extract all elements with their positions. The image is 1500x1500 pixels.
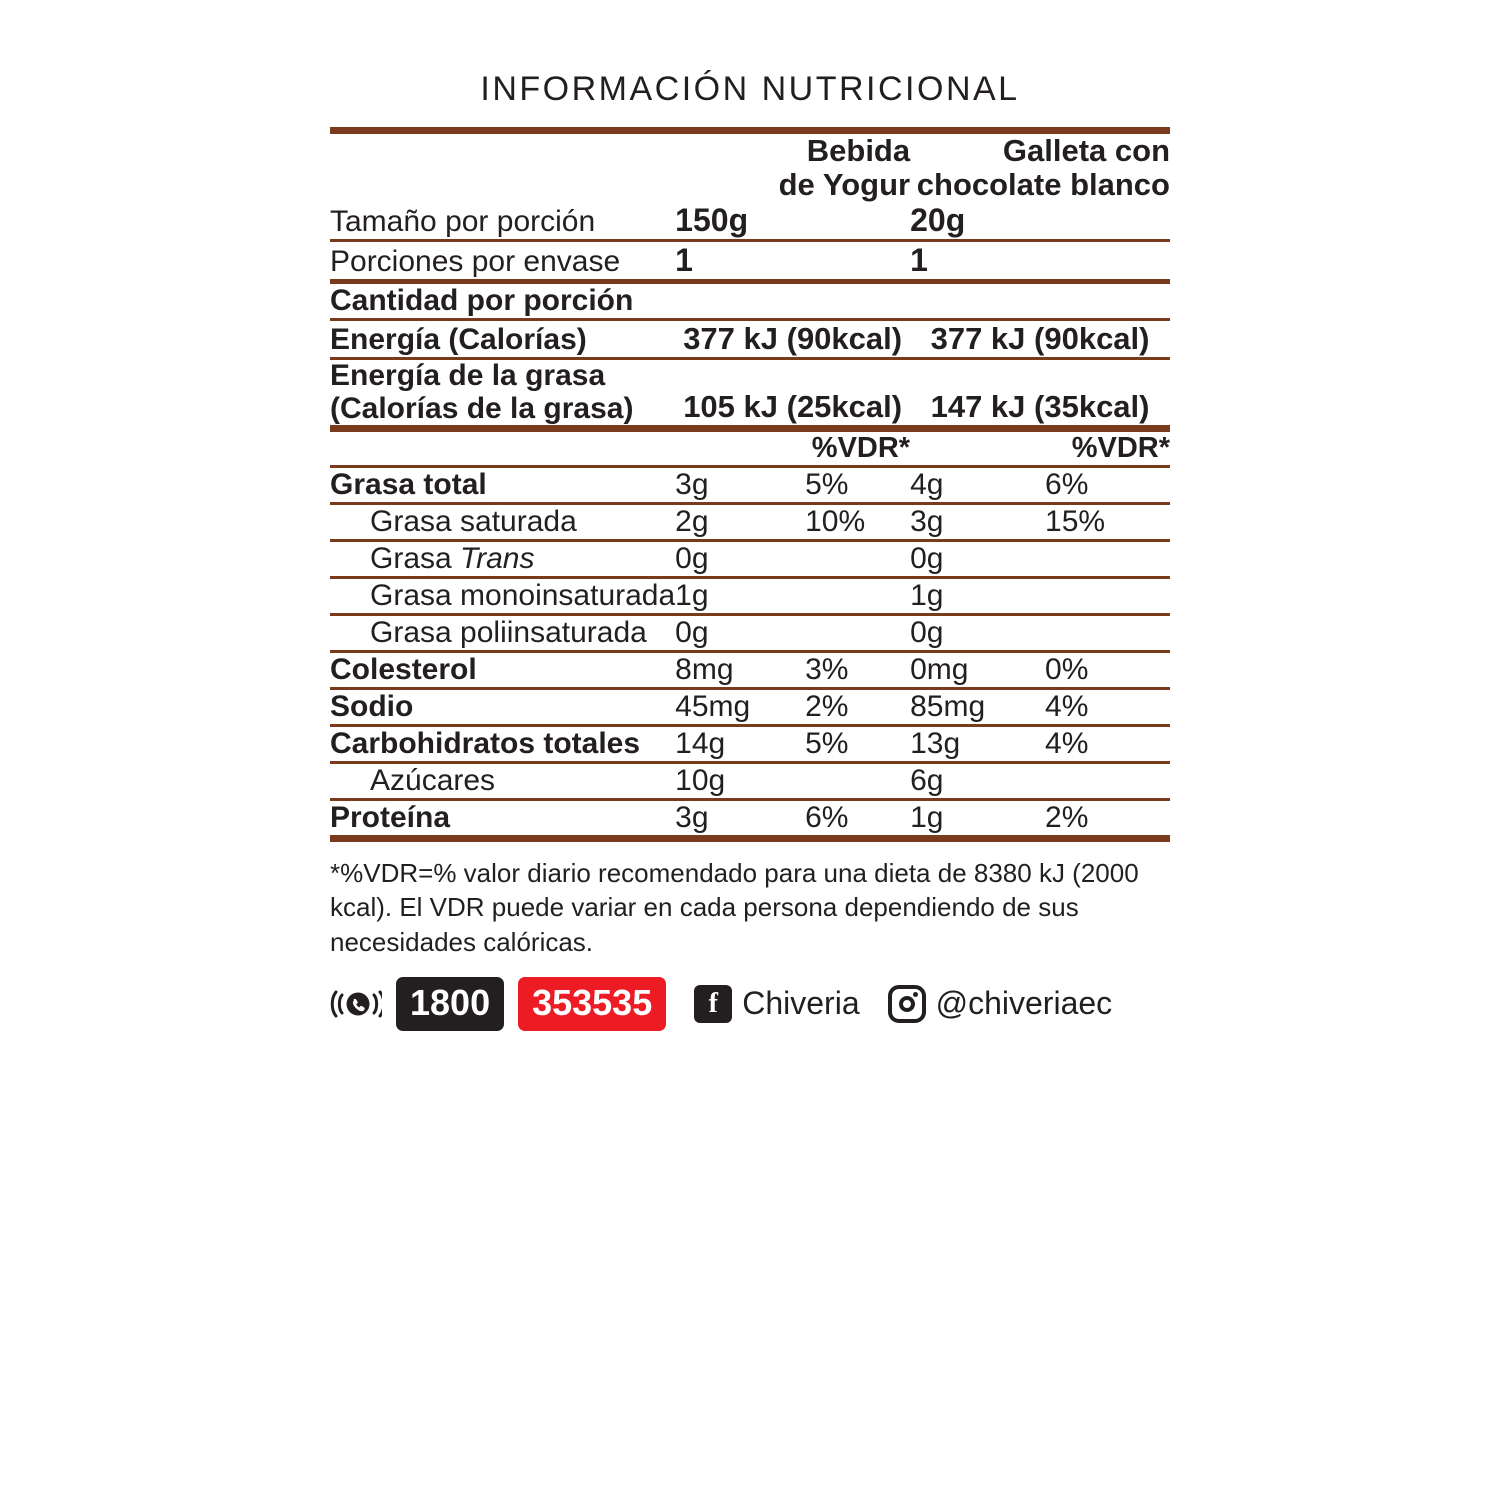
instagram-handle[interactable] — [888, 985, 1113, 1023]
row-label-grasa-trans-italic: Trans — [460, 541, 535, 575]
row-value2-sodio: 85mg — [910, 688, 1045, 725]
facebook-icon: f — [694, 985, 732, 1023]
energy-from-fat-value-1: 105 kJ (25kcal) — [675, 359, 910, 429]
instagram-icon — [888, 985, 926, 1023]
row-energy-from-fat — [330, 359, 1170, 429]
row-label-carbohidratos-totales: Carbohidratos totales — [330, 725, 675, 762]
row-value2-carbohidratos-totales: 13g — [910, 725, 1045, 762]
phone-number: 353535 — [518, 977, 666, 1031]
row-percent2-colesterol: 0% — [1045, 651, 1170, 688]
row-percent1-sodio: 2% — [805, 688, 910, 725]
energy-from-fat-label — [330, 359, 675, 429]
facebook-handle[interactable] — [694, 985, 859, 1023]
serving-size-label: Tamaño por porción — [330, 202, 675, 241]
row-value1-grasa-monoinsaturada: 1g — [675, 577, 805, 614]
facebook-label: Chiveria — [742, 985, 860, 1022]
table-row — [330, 614, 1170, 651]
table-row — [330, 651, 1170, 688]
row-value2-azucares: 6g — [910, 762, 1045, 799]
row-label-grasa-total: Grasa total — [330, 466, 675, 503]
table-row — [330, 725, 1170, 762]
row-value1-proteina: 3g — [675, 799, 805, 838]
row-label-sodio: Sodio — [330, 688, 675, 725]
row-value1-grasa-poliinsaturada: 0g — [675, 614, 805, 651]
row-amount-per-serving — [330, 282, 1170, 320]
energy-label: Energía (Calorías) — [330, 320, 675, 359]
row-label-grasa-trans — [330, 540, 675, 577]
row-percent2-proteina: 2% — [1045, 799, 1170, 838]
energy-from-fat-label-line2: (Calorías de la grasa) — [330, 391, 634, 425]
column-header-row — [330, 134, 1170, 202]
row-value2-grasa-monoinsaturada: 1g — [910, 577, 1045, 614]
table-row — [330, 540, 1170, 577]
row-percent2-grasa-total: 6% — [1045, 466, 1170, 503]
row-percent1-azucares — [805, 762, 910, 799]
row-vdr-header — [330, 428, 1170, 466]
row-label-grasa-trans-plain: Grasa — [370, 541, 461, 575]
row-value1-grasa-saturada: 2g — [675, 503, 805, 540]
row-percent2-grasa-trans — [1045, 540, 1170, 577]
row-percent1-grasa-monoinsaturada — [805, 577, 910, 614]
serving-size-value-2: 20g — [910, 202, 1170, 241]
row-percent2-azucares — [1045, 762, 1170, 799]
row-label-grasa-saturada: Grasa saturada — [330, 503, 675, 540]
table-row — [330, 799, 1170, 838]
table-row — [330, 466, 1170, 503]
row-energy — [330, 320, 1170, 359]
amount-per-serving-label: Cantidad por porción — [330, 282, 675, 320]
energy-value-2: 377 kJ (90kcal) — [910, 320, 1170, 359]
servings-per-container-label: Porciones por envase — [330, 241, 675, 282]
column-header-1-line2: de Yogur — [778, 167, 911, 203]
vdr-header-2: %VDR* — [1045, 428, 1170, 466]
row-value1-grasa-trans: 0g — [675, 540, 805, 577]
row-percent1-grasa-saturada: 10% — [805, 503, 910, 540]
vdr-footnote: *%VDR=% valor diario recomendado para una dieta de 8380 kJ (2000 kcal). El VDR puede variar en cada persona dependiendo de sus necesidades calóricas. — [330, 857, 1139, 957]
row-value1-grasa-total: 3g — [675, 466, 805, 503]
servings-per-container-value-1: 1 — [675, 241, 910, 282]
row-value1-carbohidratos-totales: 14g — [675, 725, 805, 762]
row-percent2-sodio: 4% — [1045, 688, 1170, 725]
row-label-colesterol: Colesterol — [330, 651, 675, 688]
row-label-grasa-poliinsaturada: Grasa poliinsaturada — [330, 614, 675, 651]
row-percent1-proteina: 6% — [805, 799, 910, 838]
column-header-2-line2: chocolate blanco — [916, 167, 1170, 203]
contact-bar — [330, 977, 1170, 1031]
row-value1-azucares: 10g — [675, 762, 805, 799]
row-percent2-grasa-monoinsaturada — [1045, 577, 1170, 614]
row-percent1-grasa-total: 5% — [805, 466, 910, 503]
row-value2-grasa-poliinsaturada: 0g — [910, 614, 1045, 651]
table-row — [330, 688, 1170, 725]
row-label-proteina: Proteína — [330, 799, 675, 838]
column-header-1 — [675, 134, 910, 202]
vdr-header-1: %VDR* — [805, 428, 910, 466]
column-header-2 — [910, 134, 1170, 202]
row-value2-proteina: 1g — [910, 799, 1045, 838]
row-servings-per-container — [330, 241, 1170, 282]
row-percent1-carbohidratos-totales: 5% — [805, 725, 910, 762]
table-row — [330, 762, 1170, 799]
page-title: INFORMACIÓN NUTRICIONAL — [480, 70, 1020, 108]
row-value2-grasa-saturada: 3g — [910, 503, 1045, 540]
row-value2-grasa-trans: 0g — [910, 540, 1045, 577]
column-header-1-line1: Bebida — [806, 133, 911, 168]
energy-from-fat-label-line1: Energía de la grasa — [330, 359, 606, 393]
row-percent2-grasa-saturada: 15% — [1045, 503, 1170, 540]
table-row — [330, 577, 1170, 614]
nutrition-table — [330, 127, 1170, 842]
row-percent2-grasa-poliinsaturada — [1045, 614, 1170, 651]
row-serving-size — [330, 202, 1170, 241]
energy-value-1: 377 kJ (90kcal) — [675, 320, 910, 359]
energy-from-fat-value-2: 147 kJ (35kcal) — [910, 359, 1170, 429]
row-percent1-grasa-trans — [805, 540, 910, 577]
row-label-grasa-monoinsaturada: Grasa monoinsaturada — [330, 577, 675, 614]
row-percent1-grasa-poliinsaturada — [805, 614, 910, 651]
servings-per-container-value-2: 1 — [910, 241, 1170, 282]
row-value2-grasa-total: 4g — [910, 466, 1045, 503]
row-percent2-carbohidratos-totales: 4% — [1045, 725, 1170, 762]
table-row — [330, 503, 1170, 540]
row-percent1-colesterol: 3% — [805, 651, 910, 688]
phone-prefix: 1800 — [396, 977, 504, 1031]
serving-size-value-1: 150g — [675, 202, 910, 241]
instagram-label: @chiveriaec — [935, 985, 1113, 1022]
column-header-2-line1: Galleta con — [1002, 133, 1170, 168]
row-value2-colesterol: 0mg — [910, 651, 1045, 688]
nutrition-facts-panel — [330, 70, 1170, 1031]
row-value1-colesterol: 8mg — [675, 651, 805, 688]
row-value1-sodio: 45mg — [675, 688, 805, 725]
row-label-azucares: Azúcares — [330, 762, 675, 799]
phone-icon — [330, 984, 382, 1024]
